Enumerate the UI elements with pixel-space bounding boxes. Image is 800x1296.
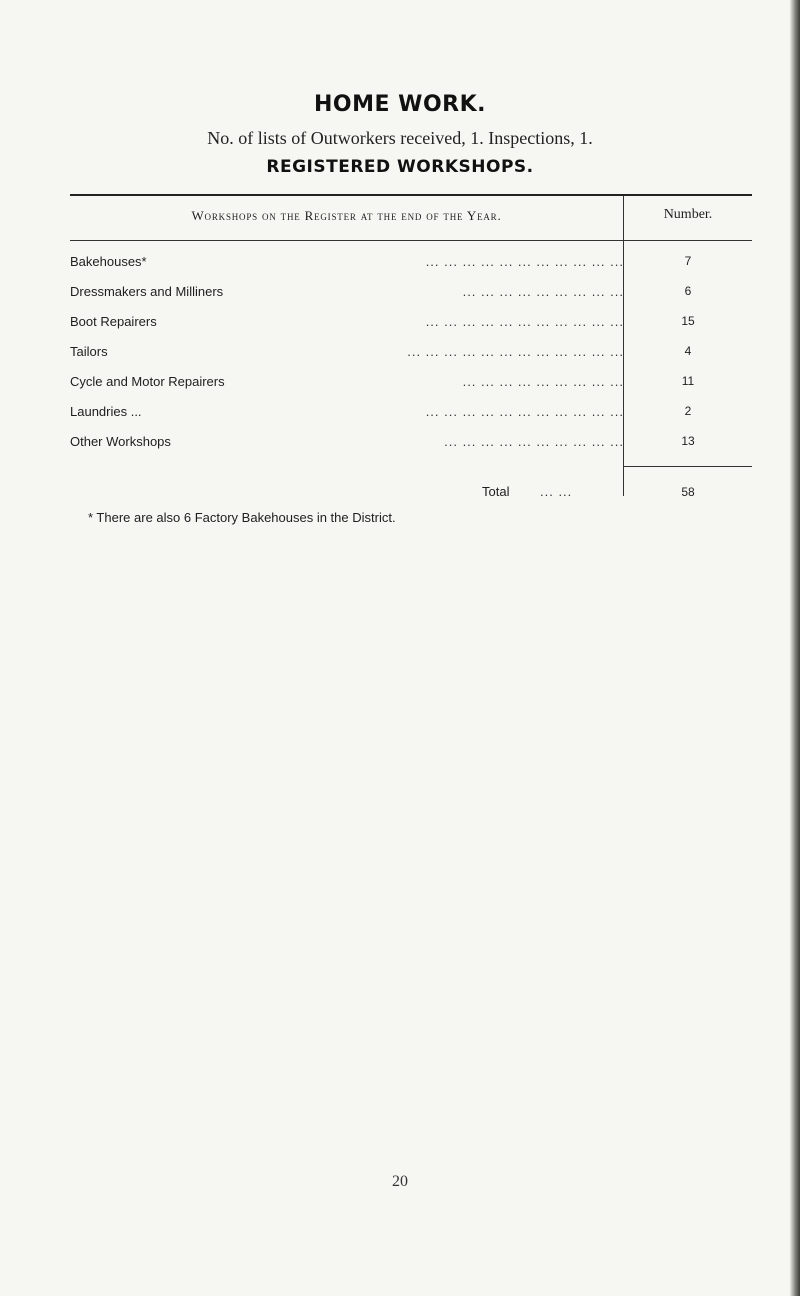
description-column-header: Workshops on the Register at the end of the Year. (191, 208, 502, 223)
row-label: Bakehouses* (70, 254, 147, 269)
table-row (70, 434, 752, 454)
section-title: REGISTERED WORKSHOPS. (266, 157, 534, 177)
row-value: 15 (681, 314, 695, 328)
outworkers-summary: No. of lists of Outworkers received, 1. Inspections, 1. (207, 128, 593, 148)
leader-dots: ... ... ... ... ... ... ... ... ... (462, 284, 624, 299)
row-value: 6 (684, 284, 692, 298)
table-top-rule (70, 194, 752, 196)
row-label: Cycle and Motor Repairers (70, 374, 225, 389)
total-value: 58 (681, 485, 695, 499)
leader-dots: ... ... ... ... ... ... ... ... ... ... ... (425, 404, 624, 419)
table-row (70, 344, 752, 364)
table-row (70, 404, 752, 424)
number-column-header: Number. (663, 207, 713, 222)
row-label: Tailors (70, 344, 108, 359)
leader-dots: ... ... ... ... ... ... ... ... ... (462, 374, 624, 389)
leader-dots: ... ... ... ... ... ... ... ... ... ... ... (425, 314, 624, 329)
table-row (70, 254, 752, 274)
row-label: Other Workshops (70, 434, 171, 449)
row-value: 13 (681, 434, 695, 448)
leader-dots: ... ... ... ... ... ... ... ... ... ... ... (425, 254, 624, 269)
leader-dots: ... ... ... ... ... ... ... ... ... ... ... ... (407, 344, 624, 359)
row-value: 2 (684, 404, 692, 418)
row-value: 7 (684, 254, 692, 268)
row-label: Laundries ... (70, 404, 142, 419)
table-row (70, 374, 752, 394)
table-row (70, 284, 752, 304)
total-label: Total (482, 484, 510, 499)
page-number: 20 (392, 1173, 408, 1190)
row-label: Dressmakers and Milliners (70, 284, 224, 299)
page-title: HOME WORK. (313, 92, 486, 117)
footnote: * There are also 6 Factory Bakehouses in the District. (88, 510, 396, 525)
table-row (70, 314, 752, 334)
total-rule (624, 466, 752, 467)
total-leader-dots: ... ... (540, 484, 573, 499)
row-label: Boot Repairers (70, 314, 157, 329)
page-edge-shadow (790, 0, 800, 1296)
row-value: 11 (681, 374, 695, 388)
row-value: 4 (684, 344, 692, 358)
header-rule (70, 240, 752, 241)
leader-dots: ... ... ... ... ... ... ... ... ... ... (444, 434, 624, 449)
